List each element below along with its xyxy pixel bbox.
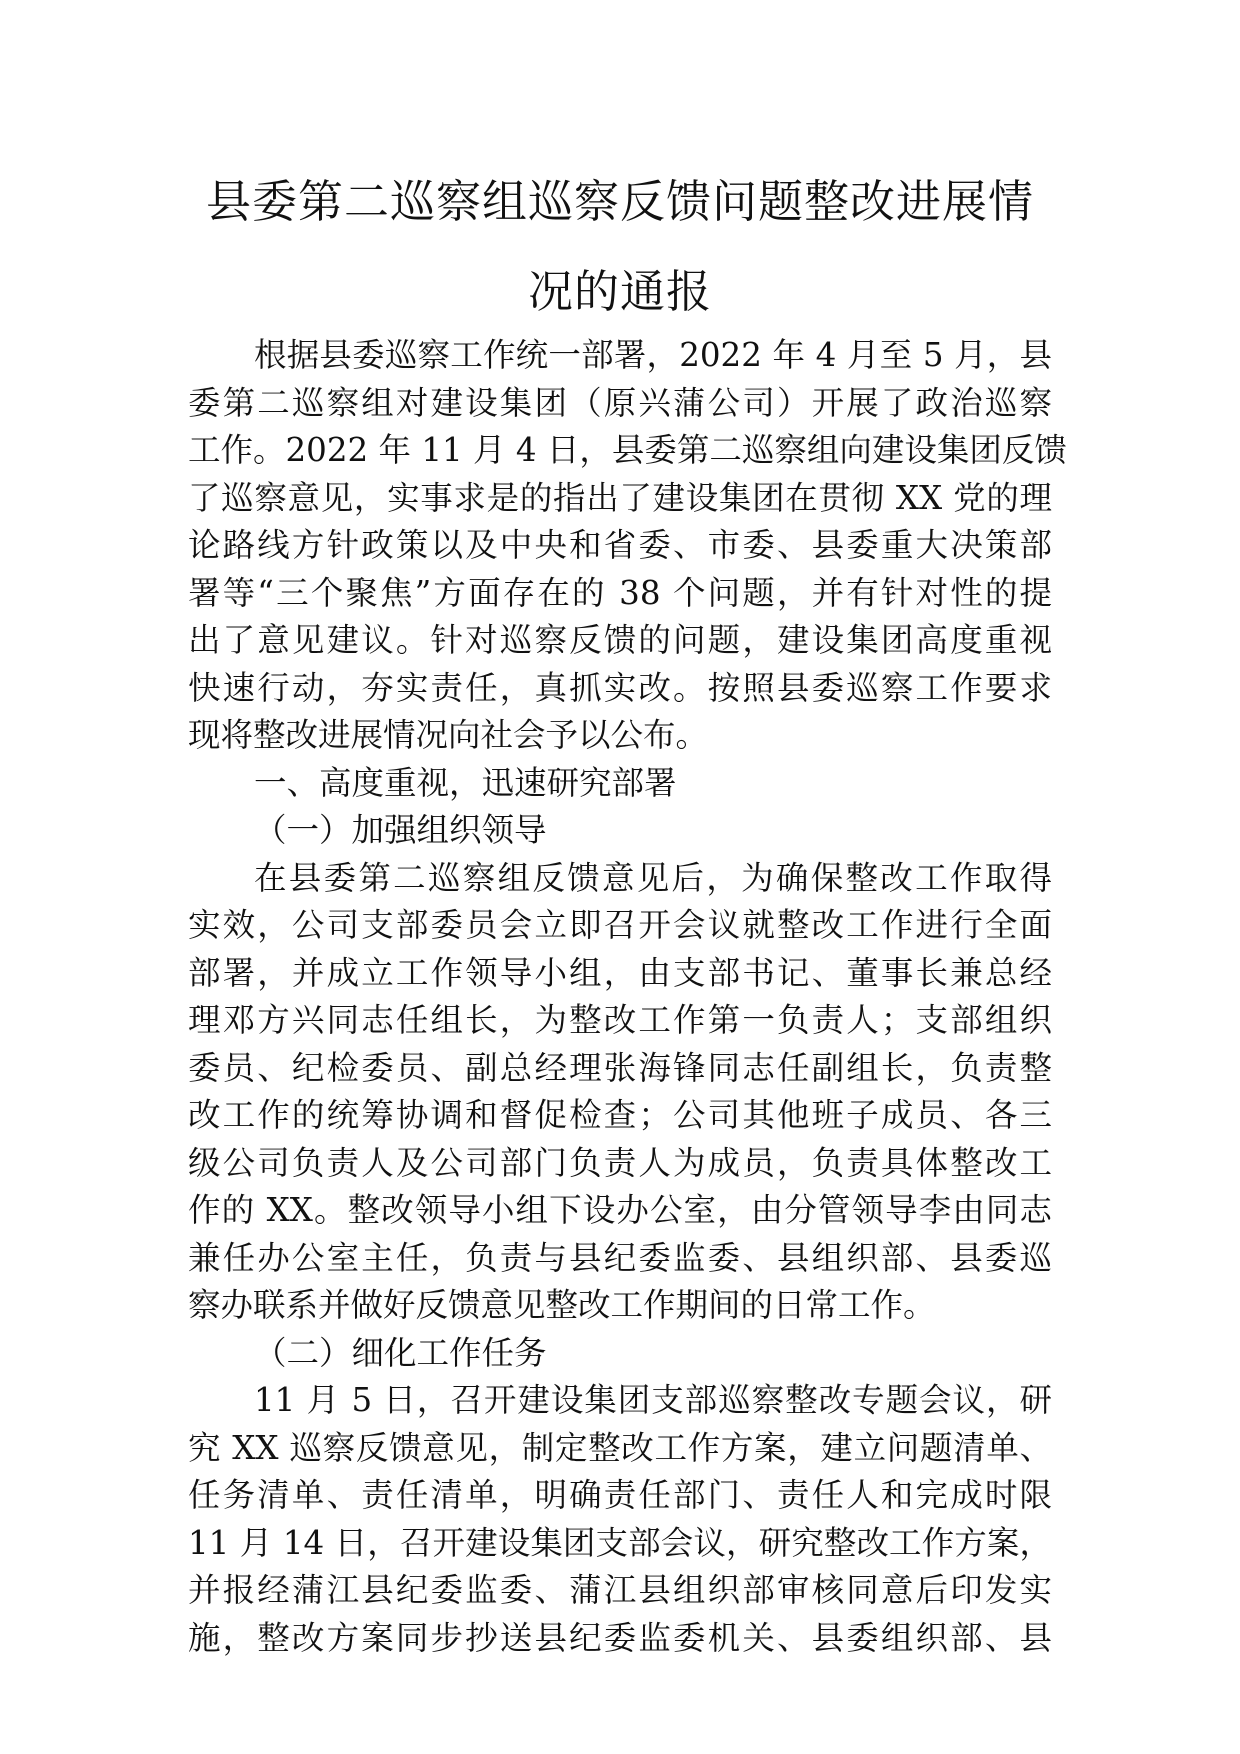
body-text-line: 出了意见建议。针对巡察反馈的问题，建设集团高度重视 — [188, 621, 1052, 659]
body-text-line: 委第二巡察组对建设集团（原兴蒲公司）开展了政治巡察 — [188, 383, 1052, 422]
body-text-line: 任务清单、责任清单，明确责任部门、责任人和完成时限 — [188, 1476, 1052, 1514]
body-text-line: 论路线方针政策以及中央和省委、市委、县委重大决策部 — [188, 526, 1052, 564]
body-text-line: 改工作的统筹协调和督促检查；公司其他班子成员、各三 — [188, 1096, 1052, 1134]
body-text-line: 实效，公司支部委员会立即召开会议就整改工作进行全面 — [188, 906, 1052, 944]
body-text-line: 级公司负责人及公司部门负责人为成员，负责具体整改工 — [188, 1143, 1052, 1182]
body-text-line: 了巡察意见，实事求是的指出了建设集团在贯彻 XX 党的理 — [188, 478, 1052, 517]
body-text-line: （一）加强组织领导 — [254, 811, 547, 849]
document-body — [188, 332, 1067, 1662]
body-text-line: 根据县委巡察工作统一部署，2022 年 4 月至 5 月，县 — [254, 336, 1052, 374]
body-text-line: 察办联系并做好反馈意见整改工作期间的日常工作。 — [188, 1286, 936, 1324]
body-text-line: （二）细化工作任务 — [254, 1333, 547, 1372]
body-text-line: 作的 XX。整改领导小组下设办公室，由分管领导李由同志 — [188, 1191, 1052, 1229]
body-text-line: 究 XX 巡察反馈意见，制定整改工作方案，建立问题清单、 — [188, 1428, 1052, 1467]
body-text-line: 一、高度重视，迅速研究部署 — [254, 763, 677, 802]
body-text-line: 委员、纪检委员、副总经理张海锋同志任副组长，负责整 — [188, 1048, 1052, 1087]
body-text-line: 11 月 14 日，召开建设集团支部会议，研究整改工作方案， — [188, 1523, 1052, 1562]
body-text-line: 11 月 5 日，召开建设集团支部巡察整改专题会议，研 — [254, 1381, 1052, 1419]
body-text-line: 现将整改进展情况向社会予以公布。 — [188, 716, 709, 754]
body-text-line: 快速行动，夯实责任，真抓实改。按照县委巡察工作要求 — [188, 668, 1052, 707]
body-text-line: 部署，并成立工作领导小组，由支部书记、董事长兼总经 — [188, 953, 1052, 992]
body-text-line: 在县委第二巡察组反馈意见后，为确保整改工作取得 — [254, 858, 1052, 897]
document-title-line-1: 县委第二巡察组巡察反馈问题整改进展情 — [205, 175, 1034, 228]
body-text-line: 兼任办公室主任，负责与县纪委监委、县组织部、县委巡 — [188, 1238, 1052, 1277]
document-title-line-2: 况的通报 — [527, 265, 712, 318]
body-text-line: 施，整改方案同步抄送县纪委监委机关、县委组织部、县 — [188, 1618, 1052, 1657]
body-text-line: 署等“三个聚焦”方面存在的 38 个问题，并有针对性的提 — [188, 573, 1052, 612]
body-text-line: 并报经蒲江县纪委监委、蒲江县组织部审核同意后印发实 — [188, 1571, 1052, 1609]
body-text-line: 理邓方兴同志任组长，为整改工作第一负责人；支部组织 — [188, 1001, 1052, 1039]
body-text-line: 工作。2022 年 11 月 4 日，县委第二巡察组向建设集团反馈 — [188, 431, 1067, 469]
